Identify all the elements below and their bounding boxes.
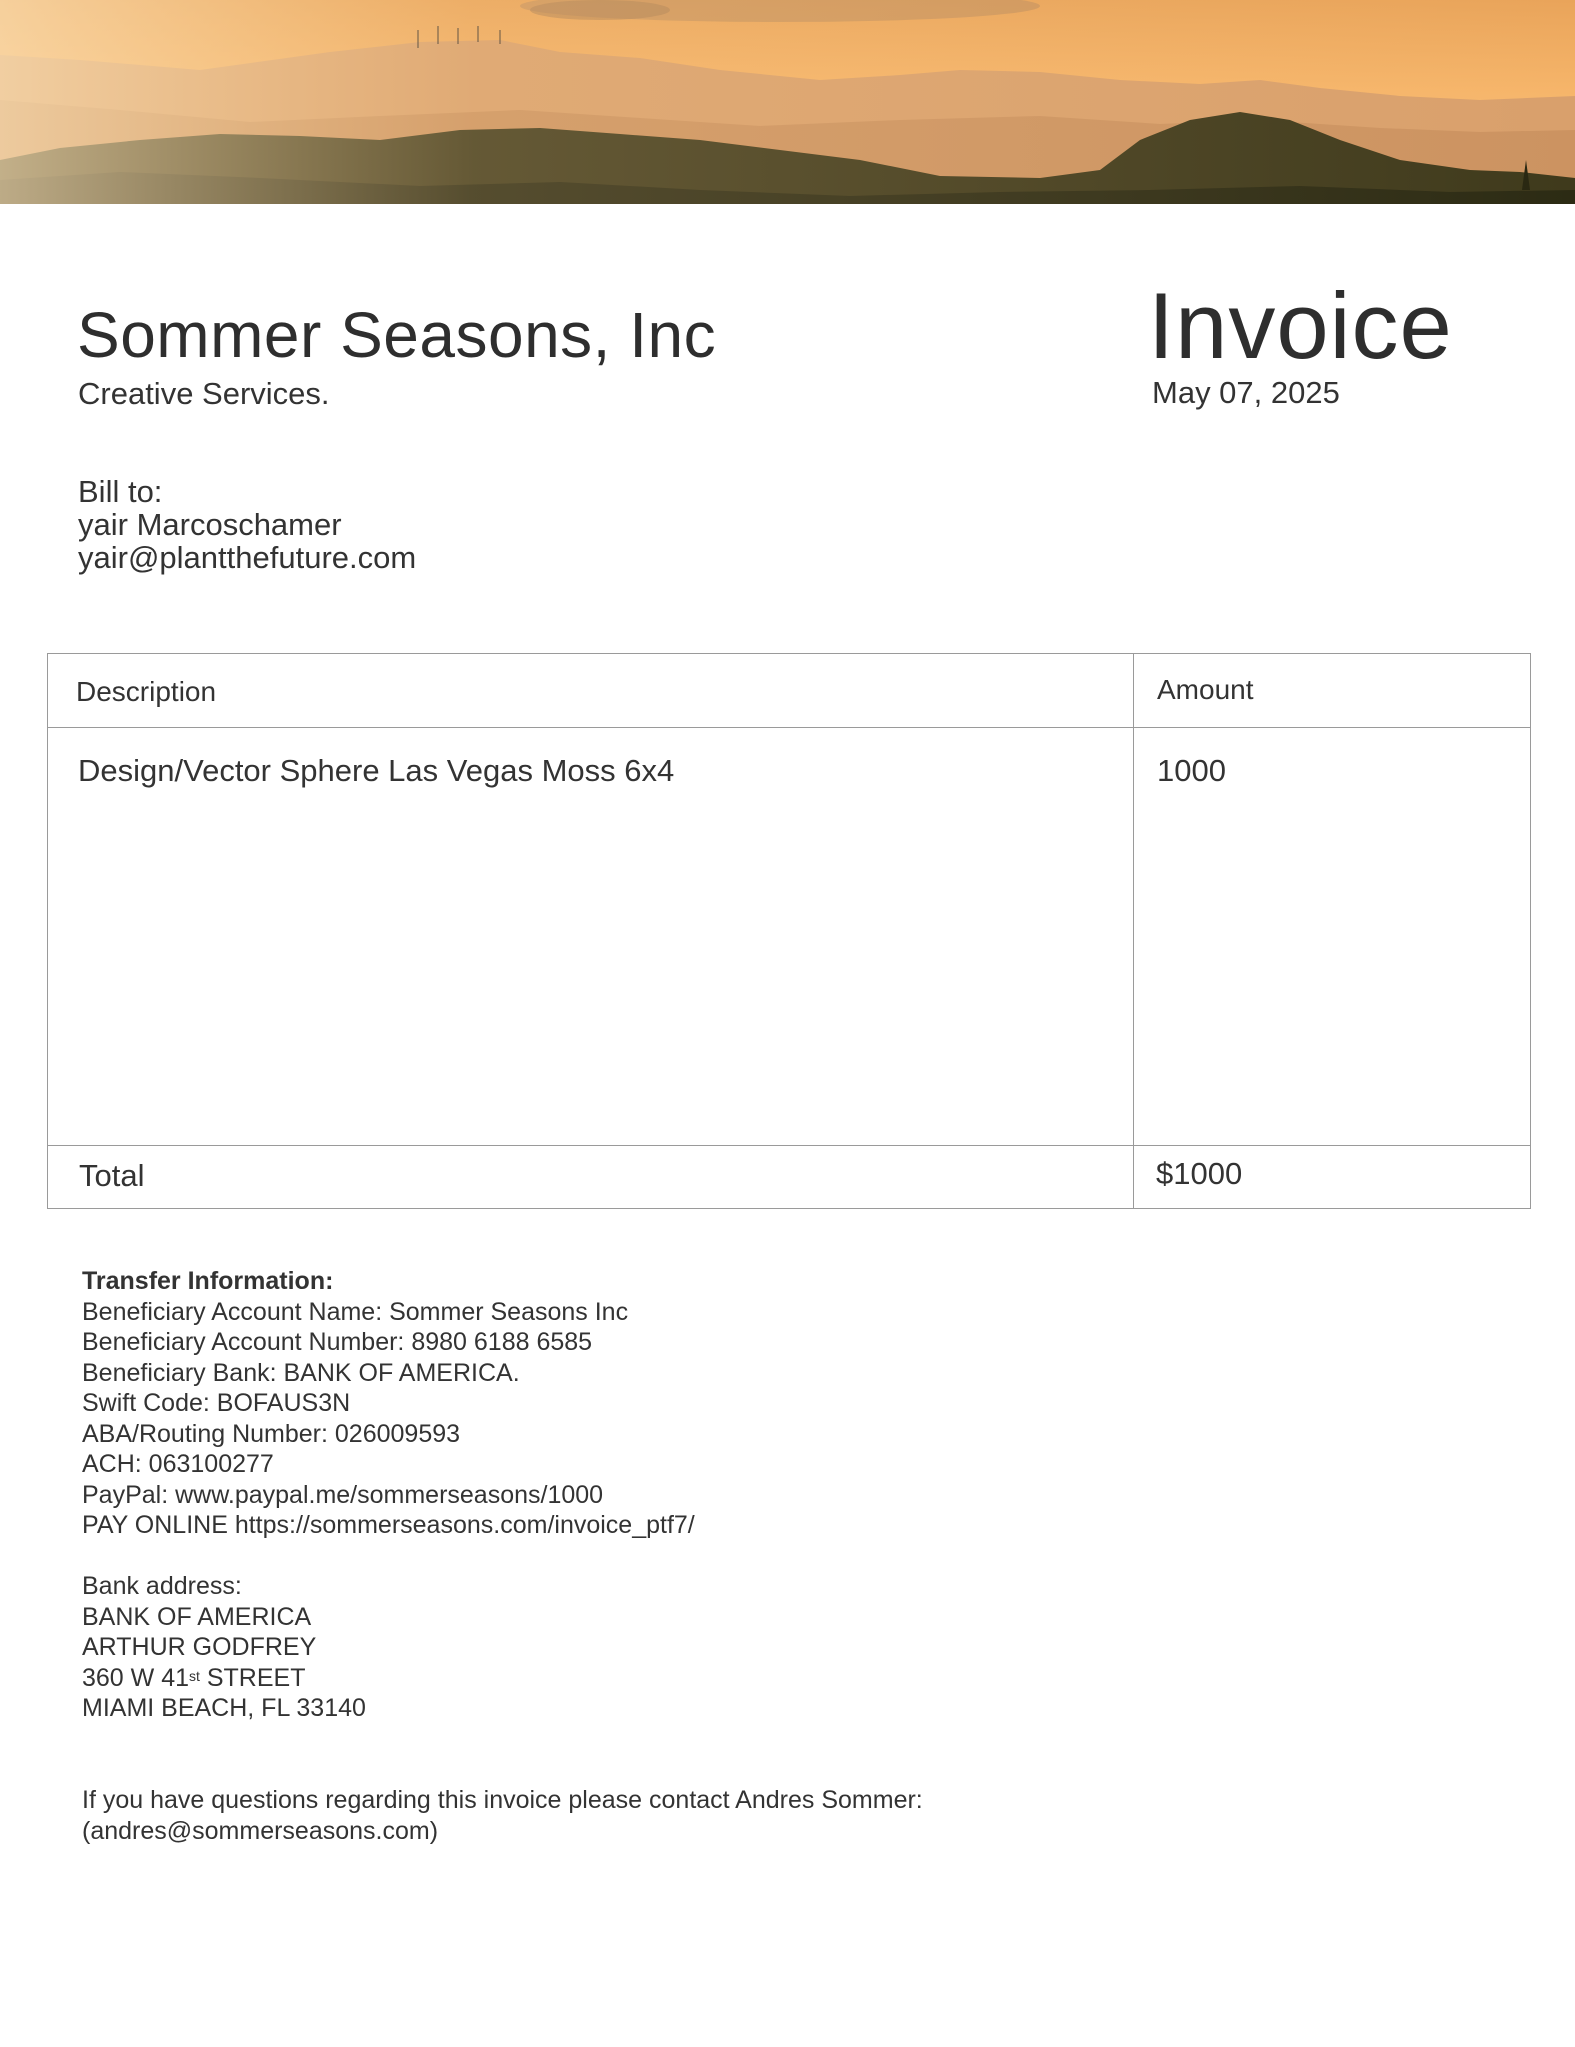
document-title: Invoice (1148, 273, 1453, 378)
contact-note (82, 1785, 923, 1846)
header-divider (48, 727, 1530, 728)
transfer-information (82, 1266, 695, 1724)
company-tagline: Creative Services. (78, 376, 330, 411)
column-header-amount: Amount (1157, 674, 1254, 705)
bill-to-block (78, 475, 416, 574)
transfer-line: Beneficiary Account Number: 8980 6188 6585 (82, 1328, 593, 1356)
column-divider (1133, 654, 1134, 1208)
bank-address-line: MIAMI BEACH, FL 33140 (82, 1694, 366, 1722)
column-header-description: Description (76, 676, 217, 707)
street-ordinal: st (189, 1667, 200, 1684)
bank-address-street (82, 1663, 695, 1694)
transfer-line: Beneficiary Bank: BANK OF AMERICA. (82, 1358, 520, 1387)
bill-to-email[interactable]: yair@plantthefuture.com (78, 540, 417, 575)
transfer-line: Beneficiary Account Name: Sommer Seasons Inc (82, 1297, 629, 1326)
invoice-table (47, 653, 1531, 1209)
line-item-amount: 1000 (1157, 753, 1226, 788)
transfer-title: Transfer Information: (82, 1267, 334, 1295)
pay-online-link[interactable]: PAY ONLINE https://sommerseasons.com/invoice_ptf7/ (82, 1511, 695, 1539)
contact-email[interactable]: (andres@sommerseasons.com) (82, 1816, 439, 1845)
transfer-line: Swift Code: BOFAUS3N (82, 1389, 351, 1417)
total-divider (48, 1145, 1530, 1146)
invoice-date: May 07, 2025 (1152, 375, 1340, 410)
total-value: $1000 (1156, 1156, 1243, 1191)
paypal-link[interactable]: PayPal: www.paypal.me/sommerseasons/1000 (82, 1480, 604, 1509)
transfer-line: ABA/Routing Number: 026009593 (82, 1419, 461, 1448)
contact-line: If you have questions regarding this invoice please contact Andres Sommer: (82, 1786, 923, 1814)
line-item-description: Design/Vector Sphere Las Vegas Moss 6x4 (78, 753, 675, 788)
bank-address-line: BANK OF AMERICA (82, 1602, 312, 1631)
street-name: STREET (199, 1663, 306, 1692)
total-label: Total (79, 1158, 145, 1193)
bill-to-label: Bill to: (78, 474, 163, 509)
street-number: 360 W 41 (82, 1663, 190, 1692)
spacer (82, 1541, 695, 1572)
bill-to-name: yair Marcoschamer (78, 507, 342, 542)
transfer-line: ACH: 063100277 (82, 1450, 274, 1478)
company-name: Sommer Seasons, Inc (77, 299, 717, 371)
bank-address-label: Bank address: (82, 1572, 242, 1600)
bank-address-line: ARTHUR GODFREY (82, 1633, 317, 1661)
landscape-banner-image (0, 0, 1575, 204)
